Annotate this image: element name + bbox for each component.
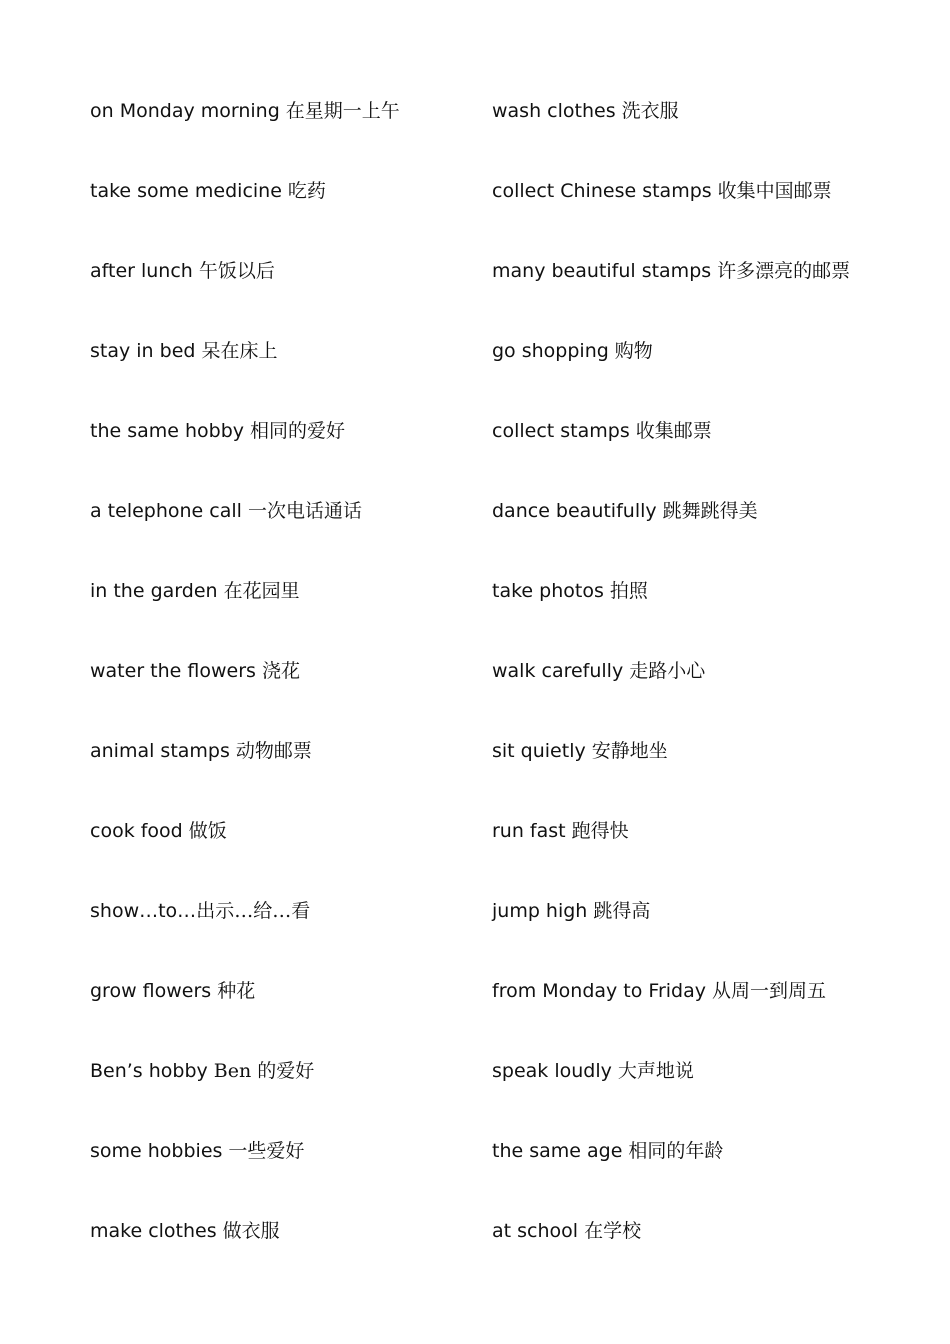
english-phrase: dance beautifully <box>492 500 657 522</box>
chinese-translation: 从周一到周五 <box>712 980 827 1002</box>
english-phrase: show…to… <box>90 900 197 922</box>
chinese-translation: 做衣服 <box>222 1220 280 1242</box>
vocab-entry <box>90 416 470 496</box>
chinese-translation: 一次电话通话 <box>247 500 362 522</box>
chinese-translation: 相同的年龄 <box>628 1140 724 1162</box>
vocab-entry <box>492 496 912 576</box>
english-phrase: walk carefully <box>492 660 624 682</box>
english-phrase: the same age <box>492 1140 623 1162</box>
english-phrase: go shopping <box>492 340 609 362</box>
chinese-translation: 收集邮票 <box>635 420 712 442</box>
chinese-translation: 在学校 <box>584 1220 642 1242</box>
english-phrase: run fast <box>492 820 566 842</box>
chinese-translation: 许多漂亮的邮票 <box>717 260 851 282</box>
left-column <box>90 96 470 1296</box>
vocab-entry <box>492 896 912 976</box>
vocab-entry <box>492 1136 912 1216</box>
english-phrase: animal stamps <box>90 740 230 762</box>
vocab-entry <box>90 1216 470 1296</box>
english-phrase: water the flowers <box>90 660 256 682</box>
english-phrase: collect stamps <box>492 420 630 442</box>
chinese-translation: 购物 <box>614 340 653 362</box>
vocab-entry <box>90 976 470 1056</box>
chinese-translation: 吃药 <box>287 180 326 202</box>
chinese-translation: 走路小心 <box>629 660 706 682</box>
vocab-entry <box>90 576 470 656</box>
english-phrase: take some medicine <box>90 180 282 202</box>
vocab-entry <box>492 976 912 1056</box>
vocab-entry <box>90 736 470 816</box>
vocab-entry <box>90 496 470 576</box>
vocab-entry <box>90 1136 470 1216</box>
right-column <box>492 96 912 1296</box>
vocab-entry <box>90 1056 470 1136</box>
vocab-entry <box>492 416 912 496</box>
vocab-entry <box>492 256 912 336</box>
vocab-entry <box>492 816 912 896</box>
chinese-translation: Ben 的爱好 <box>213 1060 315 1082</box>
chinese-translation: 大声地说 <box>617 1060 694 1082</box>
chinese-translation: 浇花 <box>261 660 300 682</box>
vocab-entry <box>492 1056 912 1136</box>
english-phrase: many beautiful stamps <box>492 260 712 282</box>
vocab-entry <box>492 736 912 816</box>
english-phrase: cook food <box>90 820 183 842</box>
english-phrase: on Monday morning <box>90 100 280 122</box>
chinese-translation: 一些爱好 <box>228 1140 305 1162</box>
chinese-translation: 安静地坐 <box>591 740 668 762</box>
english-phrase: after lunch <box>90 260 193 282</box>
chinese-translation: 做饭 <box>188 820 227 842</box>
english-phrase: grow flowers <box>90 980 212 1002</box>
english-phrase: sit quietly <box>492 740 586 762</box>
vocab-entry <box>492 656 912 736</box>
chinese-translation: 在花园里 <box>223 580 300 602</box>
vocab-entry <box>492 336 912 416</box>
english-phrase: some hobbies <box>90 1140 223 1162</box>
english-phrase: from Monday to Friday <box>492 980 707 1002</box>
vocab-entry <box>90 656 470 736</box>
vocab-entry <box>90 256 470 336</box>
english-phrase: Ben’s hobby <box>90 1060 208 1082</box>
english-phrase: take photos <box>492 580 604 602</box>
english-phrase: make clothes <box>90 1220 217 1242</box>
english-phrase: at school <box>492 1220 579 1242</box>
vocab-entry <box>492 176 912 256</box>
chinese-translation: 收集中国邮票 <box>717 180 832 202</box>
english-phrase: wash clothes <box>492 100 616 122</box>
chinese-translation: 跑得快 <box>571 820 629 842</box>
english-phrase: stay in bed <box>90 340 196 362</box>
vocab-entry <box>90 96 470 176</box>
english-phrase: speak loudly <box>492 1060 612 1082</box>
chinese-translation: 出示…给…看 <box>196 900 311 922</box>
english-phrase: the same hobby <box>90 420 245 442</box>
chinese-translation: 午饭以后 <box>198 260 275 282</box>
chinese-translation: 跳舞跳得美 <box>662 500 758 522</box>
vocab-entry <box>90 816 470 896</box>
chinese-translation: 动物邮票 <box>235 740 312 762</box>
english-phrase: a telephone call <box>90 500 242 522</box>
vocab-entry <box>90 896 470 976</box>
chinese-translation: 相同的爱好 <box>250 420 346 442</box>
english-phrase: in the garden <box>90 580 218 602</box>
chinese-translation: 种花 <box>217 980 256 1002</box>
chinese-translation: 呆在床上 <box>201 340 278 362</box>
vocab-entry <box>90 176 470 256</box>
chinese-translation: 拍照 <box>609 580 648 602</box>
vocab-entry <box>492 1216 912 1296</box>
chinese-translation: 洗衣服 <box>621 100 679 122</box>
vocab-entry <box>90 336 470 416</box>
vocab-entry <box>492 576 912 656</box>
vocab-entry <box>492 96 912 176</box>
english-phrase: jump high <box>492 900 588 922</box>
chinese-translation: 在星期一上午 <box>285 100 400 122</box>
chinese-translation: 跳得高 <box>593 900 651 922</box>
english-phrase: collect Chinese stamps <box>492 180 712 202</box>
